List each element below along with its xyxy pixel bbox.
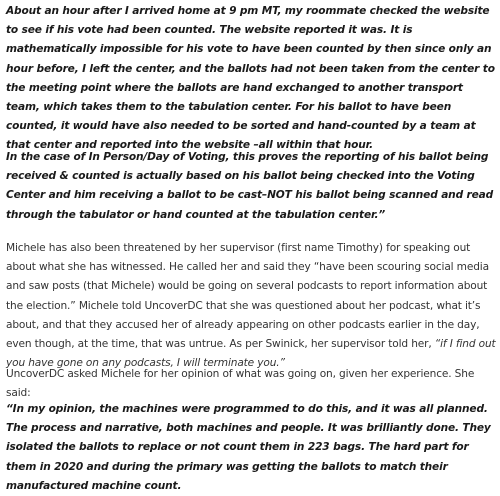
paragraph-opinion-intro: UncoverDC asked Michele for her opinion of what was going on, given her experience. She said: [6,368,475,400]
paragraph-supervisor-threat [6,239,496,373]
paragraph-supervisor-text: Michele has also been threatened by her supervisor (first name Timothy) for speaking out about what she has witnessed. He called her and said they “have been scouring social media and saw posts (that Michele) would be going on several podcasts to report information about the election.” Michele told UncoverDC that she was questioned about her podcast, what it’s about, and that they accused her of already appearing on other podcasts earlier in the day, even though, at the time, that was untrue. As per Swinick, her supervisor told her, [6,242,489,351]
quote-paragraph-in-person-voting: In the case of In Person/Day of Voting, this proves the reporting of his ballot being received & counted is actually based on his ballot being checked into the Voting Center and him receiving a ballot to be cast–NOT his ballot being scanned and read through the tabulator or hand counted at the tabulation center.” [6,151,494,221]
quote-paragraph-roommate: About an hour after I arrived home at 9 pm MT, my roommate checked the website to see if his vote had been counted. The website reported it was. It is mathematically impossible for his vote to have been counted by then since only an hour before, I left the center, and the ballots had not been taken from the center to the meeting point where the ballots are hand exchanged to another transport team, which takes them to the tabulation center. For his ballot to have been counted, it would have also needed to be sorted and hand-counted by a team at that center and reported into the website –all within that hour. [6,5,495,152]
quote-paragraph-machines: “In my opinion, the machines were programmed to do this, and it was all planned. The process and narrative, both machines and people. It was brilliantly done. They isolated the ballots to replace or not count them in 223 bags. The hard part for them in 2020 and during the primary was getting the ballots to match their manufactured machine count. [6,403,491,492]
supervisor-quote: “if I find out you have gone on any podcasts, I will terminate you.” [6,338,496,370]
